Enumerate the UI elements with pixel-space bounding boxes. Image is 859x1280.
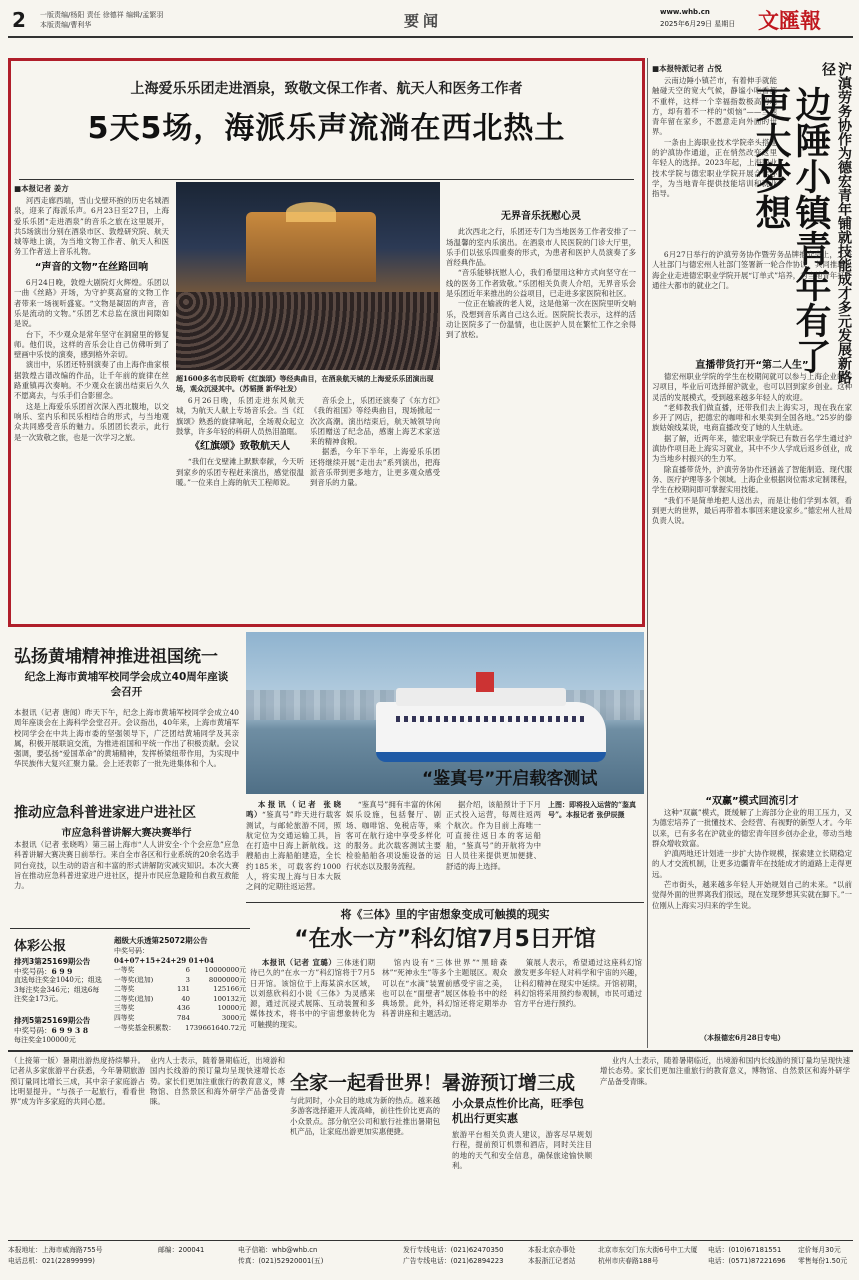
right-column-body-1 (652, 250, 852, 350)
emergency-body: 本报讯（记者 张晓鸣）第三届上海市“人人讲安全·个个会应急”应急科普讲解大赛决赛日前举行。来自全市各区和行业系统的20余名选手同台竞技，以生动的语言和丰富的形式讲解防灾减灾知识。本次大赛旨在推动应急科普进家进户进社区，提升市民应急避险和自救互救能力。 (14, 840, 239, 891)
pl3-notes: 直选每注奖金1040元；组选3每注奖金346元；组选6每注奖金173元。 (14, 976, 102, 1003)
ship-funnel (476, 672, 494, 692)
ship-caption: 上图：即将投入运营的“鉴真号”。本报记者 张伊辰摄 (548, 800, 637, 819)
ship-body-1: “鉴真号”昨天进行载客测试，与邮轮旅游不同，照航定位为交通运输工具，旨在打造中日海上新航线。这艘船由上海船舶建造，全长约185米，可载客约1000人，将实现上海与日本大阪之间的定期往返运营。 (246, 810, 341, 892)
editors-info (40, 10, 163, 30)
bottom-column-5 (600, 1056, 850, 1206)
bottom-column-1: （上接第一版）暑期出游热度持续攀升。记者从多家旅游平台获悉，今年暑期旅游预订量同比增长三成，其中亲子家庭游占比明显提升。“与孩子一起旅行，看看世界”成为许多家庭的共同心愿。 (10, 1056, 145, 1107)
bottom-column-3: 与此同时，小众目的地成为新的热点。越来越多游客选择避开人流高峰，前往性价比更高的小众景点。部分航空公司和旅行社推出暑期包机产品，让家庭出游更加实惠便捷。 (290, 1096, 440, 1136)
lead-rule (19, 179, 634, 180)
dlt-label: 中奖号码： (114, 947, 149, 955)
page-header (0, 0, 859, 40)
right-para-9: 这种“双赢”模式，既缓解了上海部分企业的用工压力，又为德宏培养了一批懂技术、会经营、有视野的新型人才。今年以来，已有多名在沪就业的德宏青年回乡创办企业，带动当地群众增收致富。 (652, 808, 852, 848)
ship-hull (376, 702, 606, 762)
prize-row: 一等奖 6 10000000元 (114, 966, 246, 974)
right-para-8: “我们不是简单地把人送出去，而是让他们学到本领，看到更大的世界，最后再带着本事回来建设家乡。”德宏州人社局负责人说。 (652, 495, 852, 526)
right-subhead-2: “双赢”模式回流引才 (705, 796, 799, 807)
dlt-numbers: 04+07+15+24+29 01+04 (114, 956, 214, 965)
lead-subhead-2: 《红旗颂》致敬航天人 (190, 441, 290, 453)
museum-column-2 (382, 958, 507, 1044)
lead-column-2 (176, 396, 304, 616)
pl5-title: 排列5第25169期公告 (14, 1016, 91, 1025)
footer-rule (8, 1240, 853, 1241)
right-byline: ■本报特派记者 占悦 (652, 64, 722, 73)
footer-block-5: 本报北京办事处 本报浙江记者站 (528, 1246, 576, 1265)
right-closing: （本报德宏6月28日专电） (700, 1033, 785, 1042)
footer-block-7: 电话：(010)67181551 电话：(0571)87221696 (708, 1246, 786, 1265)
right-para-11: 芒市街头，越来越多年轻人开始规划自己的未来。“以前觉得外面的世界离我们很远，现在发现梦想其实就在脚下。”一位刚从上海实习归来的学生说。 (652, 880, 852, 910)
museum-kicker: 将《三体》里的宇宙想象变成可触摸的现实 (340, 908, 550, 921)
museum-headline: “在水一方”科幻馆7月5日开馆 (294, 927, 596, 952)
ship-byline: 本报讯（记者 张晓鸣） (246, 800, 341, 820)
memorial-headline: 弘扬黄埔精神推进祖国统一 (14, 647, 218, 667)
right-para-1: 云南边陲小镇芒市，有着伸手就能触碰天空的宽大气候，静谧小吃香都不重样，这样一个幸福指数极高的地方，却有着不一样的“烦恼”——当地青年留在家乡，不愿意走向外面的世界。 (652, 76, 777, 137)
editors-line-2: 本版责编/曹利华 (40, 21, 92, 29)
lead-photo (176, 182, 440, 370)
pl5-numbers: 6 9 9 3 8 (51, 1026, 89, 1035)
museum-column-1 (250, 958, 375, 1044)
museum-byline: 本报讯（记者 宣璐） (261, 958, 337, 967)
ship-windows (396, 716, 586, 722)
page-number: 2 (12, 8, 26, 32)
pl3-title: 排列3第25169期公告 (14, 957, 91, 966)
bottom-side-headline: 小众景点性价比高，旺季包机出行更实惠 (452, 1097, 584, 1125)
footer (8, 1245, 853, 1275)
dlt-title: 超级大乐透第25072期公告 (114, 936, 208, 945)
lottery-box (10, 928, 250, 1048)
bottom-column-2: 业内人士表示，随着暑期临近，出境游和国内长线游的预订量均呈现快速增长态势。家长们更加注重旅行的教育意义，博物馆、自然景区和海外研学产品备受青睐。 (150, 1056, 285, 1107)
ship-headline: “鉴真号”开启载客测试 (422, 769, 598, 789)
pl5-notes: 每注奖金100000元 (14, 1036, 76, 1044)
lead-column-3 (310, 396, 440, 616)
lead-para-3: 6月24日晚，敦煌大剧院灯火辉煌。乐团以一曲《丝路》开场，为守护莫高窟的文物工作者带来一场视听盛宴。“文物是凝固的声音，音乐是流动的文物。”乐团艺术总监在演出间隙如是说。 (14, 278, 169, 329)
right-subheadline: 沪滇劳务协作为德宏青年铺就技能成才多元发展新路径 (820, 62, 852, 384)
lead-para-4: 台下，不少观众是常年坚守在洞窟里的修复师。他们说，这样的音乐会让自己仿佛听到了壁画中乐伎的演奏，感到格外亲切。 (14, 329, 169, 360)
prize-row: 二等奖 131 125166元 (114, 985, 246, 994)
audience-crowd (176, 292, 440, 370)
lead-photo-caption: 超1600多名市民聆听《红旗颂》等经典曲目，在酒泉航天城的上海爱乐乐团演出现场，观众沉浸其中。（苏韬摄 新华社发） (176, 374, 434, 393)
lead-para-5: 演出中，乐团还特别演奏了由上海作曲家根据敦煌古谱改编的作品，让千年前的旋律在丝路重镇再次奏响。不少观众在演出结束后久久不愿离去，与乐手们合影留念。 (14, 360, 169, 401)
prize-row: 一等奖(追加) 3 8000000元 (114, 975, 246, 984)
pl3-label: 中奖号码： (14, 967, 52, 976)
lead-para-2: 这是上海爱乐乐团首次深入西北腹地，以交响乐、室内乐和民乐相结合的形式，与当地观众共同感受音乐的魅力。乐团团长表示，此行是一次致敬之旅，也是一次学习之旅。 (14, 401, 169, 442)
brand-logo: 文匯報 (758, 8, 821, 33)
right-para-3: 6月27日举行的沪滇劳务协作暨劳务品牌推介会上，上海人社部门与德宏州人社部门签署新一轮合作协议，共同推动上海企业走进德宏职业学院开展“订单式”培养，为当地青年打开通往大都市的就业之门。 (652, 250, 852, 290)
section-title: 要闻 (404, 12, 443, 30)
prize-row: 二等奖(追加) 40 100132元 (114, 994, 246, 1003)
lead-column-1 (14, 196, 169, 616)
right-column-body-2 (652, 372, 852, 804)
lead-para-8: 音乐会上，乐团还演奏了《东方红》《我的祖国》等经典曲目，现场掀起一次次高潮。演出结束后，航天城领导向乐团赠送了纪念品，感谢上海艺术家送来的精神食粮。 (310, 396, 440, 447)
bottom-column-4: 旅游平台相关负责人建议，游客尽早规划行程，提前预订机票和酒店，同时关注目的地的天气和安全信息，确保旅途愉快顺利。 (452, 1130, 592, 1170)
right-para-10: 沪滇两地还计划进一步扩大协作规模，探索建立长期稳定的人才交流机制，让更多边疆青年在技能成才的道路上走得更远。 (652, 849, 852, 879)
bottom-rule (8, 1050, 853, 1052)
prize-row: 三等奖 436 10000元 (114, 1004, 246, 1013)
header-rule (8, 36, 853, 38)
pl3-numbers: 6 9 9 (51, 967, 73, 976)
prize-table (114, 966, 246, 1033)
right-para-4: 德宏州职业学院的学生在校期间就可以参与上海企业的实习项目，毕业后可选择留沪就业，也可以回到家乡创业。这种灵活的发展模式，受到越来越多年轻人的欢迎。 (652, 372, 852, 402)
lead-para-12: 据悉，今年下半年，上海爱乐乐团还将继续开展“走出去”系列演出，把海派音乐带到更多地方，让更多观众感受到音乐的力量。 (310, 447, 440, 488)
footer-block-4: 发行专线电话：(021)62470350 广告专线电话：(021)62894223 (403, 1246, 504, 1265)
lead-para-10: “音乐能够抚慰人心，我们希望用这种方式向坚守在一线的医务工作者致敬。”乐团相关负责人介绍，无界音乐会是乐团近年来推出的公益项目，已走进多家医院和社区。 (446, 268, 636, 299)
right-para-7: 除直播带货外，沪滇劳务协作还涵盖了智能制造、现代服务、医疗护理等多个领域。上海企业根据岗位需求定制课程，学生在校期间即可掌握实用技能。 (652, 464, 852, 495)
lead-para-9: 此次西北之行，乐团还专门为当地医务工作者安排了一场温馨的室内乐演出。在酒泉市人民医院的门诊大厅里，乐手们以弦乐四重奏的形式，为患者和医护人员演奏了多首经典作品。 (446, 227, 636, 268)
lead-kicker: 上海爱乐乐团走进酒泉，致敬文保工作者、航天人和医务工作者 (130, 81, 523, 97)
emergency-headline: 推动应急科普进家进户进社区 (14, 805, 196, 821)
header-url[interactable]: www.whb.cn (660, 8, 710, 16)
museum-rule (246, 902, 644, 903)
prize-row: 一等奖基金积累数： 1739661640.72元 (114, 1023, 246, 1032)
lead-column-4 (446, 182, 636, 616)
ship-column-2 (346, 800, 441, 900)
bottom-continued: 业内人士表示，随着暑期临近，出境游和国内长线游的预订量均呈现快速增长态势。家长们更加注重旅行的教育意义，博物馆、自然景区和海外研学产品备受青睐。 (600, 1056, 850, 1086)
ship-photo (246, 632, 644, 794)
right-para-6: 据了解，近两年来，德宏职业学院已有数百名学生通过沪滇协作项目赴上海实习就业，其中不少人学成后返乡创业，成为当地乡村振兴的生力军。 (652, 433, 852, 464)
bottom-headline: 全家一起看世界！暑游预订增三成 (290, 1072, 576, 1094)
footer-block-1: 本报地址：上海市威海路755号 电话总机：021(22899999) (8, 1246, 103, 1265)
right-column-body-3 (652, 808, 852, 1033)
right-para-5: “老师教我们做直播，还带我们去上海实习，现在我在家乡开了网店，把德宏的咖啡和水果卖到全国各地。”25岁的傣族姑娘线某说，电商直播改变了她的人生轨迹。 (652, 402, 852, 433)
ship-body-2: “鉴真号”拥有丰富的休闲娱乐设施，包括餐厅、剧场、咖啡馆、免税店等，乘客可在航行途中享受多样化的服务。此次载客测试主要检验船舶各项设施设备的运行状态以及服务流程。 (346, 800, 441, 871)
prize-row: 四等奖 784 3000元 (114, 1013, 246, 1022)
right-headline: 边陲小镇青年有了更大梦想 (750, 86, 831, 374)
right-subhead-1: 直播带货打开“第二人生” (695, 360, 809, 371)
ship-column-1 (246, 800, 341, 900)
lead-para-6a: 6月26日晚，乐团走进东风航天城，为航天人献上专场音乐会。当《红旗颂》熟悉的旋律响起，全场观众起立鼓掌，许多年轻的科研人员热泪盈眶。 (176, 396, 304, 436)
museum-body-1: 三体迷们期待已久的“在水一方”科幻馆将于7月5日开馆。该馆位于上海某滨水区域，以刘慈欣科幻小说《三体》为灵感来源，通过沉浸式展陈、互动装置和多媒体技术，将书中的宇宙想象转化为可触摸的现实。 (250, 958, 375, 1029)
lead-subhead-1: “声音的文物”在丝路回响 (34, 261, 149, 273)
museum-body-2: 馆内设有“三体世界”“黑暗森林”“死神永生”等多个主题展区。观众可以在“水滴”装置前感受宇宙之美，也可以在“面壁者”展区体验书中的经典场景。此外，科幻馆还将定期举办科普讲座和主题活动。 (382, 958, 507, 1019)
pl5-label: 中奖号码： (14, 1026, 52, 1035)
memorial-body: 本报讯（记者 唐闻）昨天下午，纪念上海市黄埔军校同学会成立40周年座谈会在上海科学会堂召开。会议指出，40年来，上海市黄埔军校同学会在中共上海市委的坚强领导下，广泛团结黄埔同学及其亲属，积极开展联谊交流，为推进祖国和平统一作出了积极贡献。会议强调，要弘扬“爱国革命”的黄埔精神，发挥桥梁纽带作用，为实现中华民族伟大复兴汇聚力量。会上还表彰了一批先进集体和个人。 (14, 708, 239, 769)
header-date: 2025年6月29日 星期日 (660, 20, 736, 28)
lottery-title: 体彩公报 (14, 939, 67, 954)
stage-building (246, 212, 376, 282)
lead-para-11: 一位正在输液的老人说，这是他第一次在医院里听交响乐，没想到音乐离自己这么近。医院院长表示，这样的活动让医院多了一份温情，也让医护人员在繁忙工作之余得到了放松。 (446, 299, 636, 340)
footer-block-6: 北京市东交门东大街6号中工大厦 杭州市庆春路188号 (598, 1246, 698, 1265)
lead-byline: ■本报记者 姜方 (14, 184, 69, 193)
ship-body-3: 据介绍，该船预计于下月正式投入运营，每周往返两个航次。作为目前上海唯一可直接往返日本的客运船舶，“鉴真号”的开航将为中日人员往来提供更加便捷、舒适的海上选择。 (446, 800, 541, 871)
right-para-2: 一条由上海职业技术学院牵头搭建的沪滇协作通道，正在悄然改变这里年轻人的选择。2023年起，上海职业技术学院与德宏职业学院开展合作办学，为当地青年提供技能培训和就业指导。 (652, 137, 777, 199)
lead-para-7: “我们在戈壁滩上默默奉献，今天听到家乡的乐团专程赶来演出，感觉很温暖。”一位来自上海的航天工程师说。 (176, 457, 304, 488)
right-divider (647, 58, 648, 1048)
footer-block-8: 定价每月30元 零售每份1.50元 (798, 1246, 848, 1265)
museum-column-3 (514, 958, 642, 1044)
memorial-subheadline: 纪念上海市黄埔军校同学会成立40周年座谈会召开 (24, 671, 229, 698)
stage-light (286, 202, 336, 222)
footer-block-2: 邮编：200041 (158, 1246, 205, 1254)
ship-column-3 (446, 800, 541, 900)
editors-line-1: 一版责编/杨阳 责任 徐德祥 编辑/孟繁羽 (40, 11, 164, 19)
lead-headline: 5天5场，海派乐声流淌在西北热土 (87, 111, 566, 146)
lead-subhead-3: 无界音乐抚慰心灵 (501, 211, 581, 222)
emergency-subheadline: 市应急科普讲解大赛决赛举行 (61, 828, 192, 839)
museum-body-3: 策展人表示，希望通过这座科幻馆激发更多年轻人对科学和宇宙的兴趣，让科幻精神在现实中延续。开馆初期，科幻馆将采用预约参观制，市民可通过官方平台进行预约。 (514, 958, 642, 1009)
footer-block-3: 电子信箱：whb@whb.cn 传真：(021)52920001(五) (238, 1246, 324, 1265)
lead-para-1: 河西走廊西端，雪山戈壁环抱的历史名城酒泉，迎来了海派乐声。6月23日至27日，上海爱乐乐团“走进酒泉”的音乐之旅在这里展开，共5场演出分别在酒泉市区、敦煌研究院、航天城等地上演，为当地文物工作者、航天人和医务工作者送上音乐礼物。 (14, 196, 169, 257)
